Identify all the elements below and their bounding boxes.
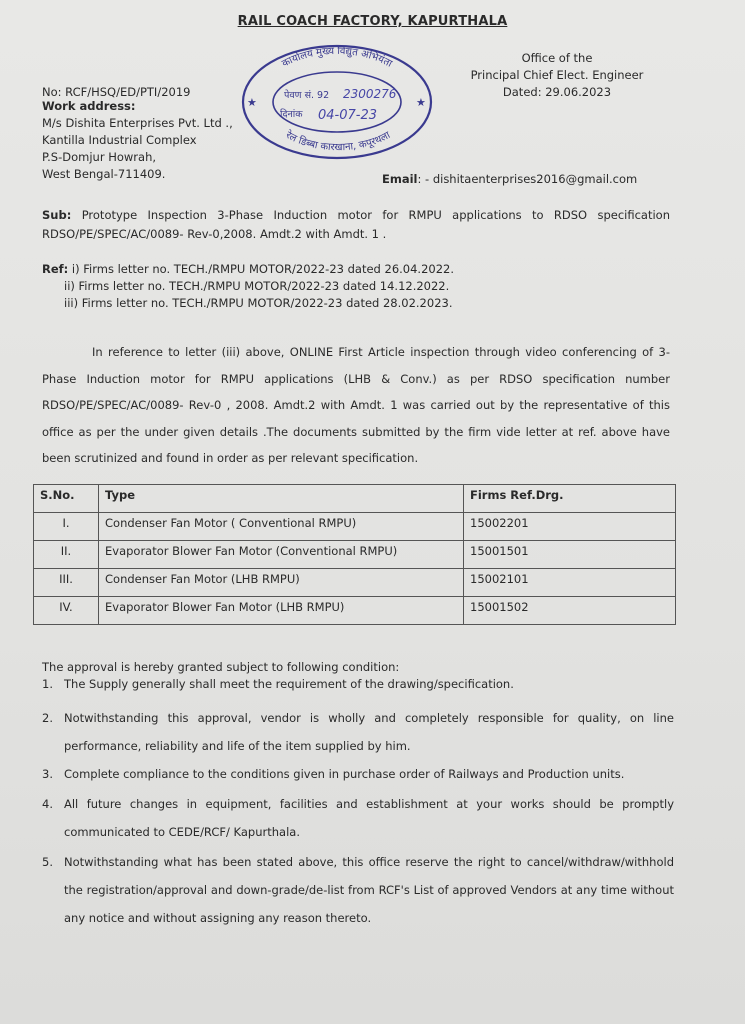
address-line: West Bengal-711409. bbox=[42, 167, 166, 181]
references bbox=[42, 261, 454, 312]
stamp-inward-number: 2300276 bbox=[343, 87, 397, 101]
header-drawing: Firms Ref.Drg. bbox=[464, 485, 676, 513]
condition-number: 3. bbox=[42, 767, 53, 781]
stamp-star-right-icon: ★ bbox=[416, 96, 426, 109]
condition-number: 4. bbox=[42, 797, 53, 811]
condition-number: 2. bbox=[42, 711, 53, 725]
table-row bbox=[34, 597, 676, 625]
list-item bbox=[42, 848, 674, 932]
stamp-star-left-icon: ★ bbox=[247, 96, 257, 109]
stamp-date-value: 04-07-23 bbox=[318, 108, 378, 123]
body-paragraph bbox=[42, 339, 670, 472]
condition-text: Notwithstanding what has been stated above, this office reserve the right to cancel/withdraw/withhold the registration/approval and down-grade/de-list from RCF's List of approved Vendors at any time without any notice and without assigning any reason thereto. bbox=[64, 855, 674, 925]
header-sno: S.No. bbox=[34, 485, 99, 513]
address-line: P.S-Domjur Howrah, bbox=[42, 150, 157, 164]
condition-text: The Supply generally shall meet the requirement of the drawing/specification. bbox=[64, 677, 514, 691]
condition-text: Notwithstanding this approval, vendor is wholly and completely responsible for quality, on line performance, reliability and life of the item supplied by him. bbox=[64, 711, 674, 753]
table-row bbox=[34, 541, 676, 569]
condition-text: All future changes in equipment, facilities and establishment at your works should be promptly communicated to CEDE/RCF/ Kapurthala. bbox=[64, 797, 674, 839]
condition-number: 5. bbox=[42, 855, 53, 869]
office-line-1: Office of the bbox=[521, 51, 593, 65]
stamp-date-label: दिनांक bbox=[280, 109, 303, 120]
list-item bbox=[42, 674, 674, 694]
items-table bbox=[33, 484, 676, 625]
table-row bbox=[34, 569, 676, 597]
subject-text: Prototype Inspection 3-Phase Induction motor for RMPU applications to RDSO specification RDSO/PE/SPEC/AC/0089- Rev-0,2008. Amdt.2 with Amdt. 1 . bbox=[42, 208, 670, 241]
email-line bbox=[382, 172, 637, 186]
cell-drawing: 15002201 bbox=[464, 513, 676, 541]
conditions-list bbox=[42, 674, 674, 932]
org-title: RAIL COACH FACTORY, KAPURTHALA bbox=[237, 14, 508, 29]
work-address-label: Work address: bbox=[42, 99, 136, 113]
cell-type: Condenser Fan Motor (LHB RMPU) bbox=[99, 569, 464, 597]
office-block bbox=[452, 50, 662, 101]
condition-number: 1. bbox=[42, 677, 53, 691]
cell-drawing: 15002101 bbox=[464, 569, 676, 597]
cell-type: Evaporator Blower Fan Motor (LHB RMPU) bbox=[99, 597, 464, 625]
stamp-top-text: कार्यालय मुख्य विद्युत अभियंता bbox=[280, 45, 394, 70]
letter-date: Dated: 29.06.2023 bbox=[502, 85, 612, 99]
cell-type: Condenser Fan Motor ( Conventional RMPU) bbox=[99, 513, 464, 541]
conditions-intro: The approval is hereby granted subject to following condition: bbox=[42, 660, 400, 674]
letter-ref-number: No: RCF/HSQ/ED/PTI/2019 bbox=[42, 85, 191, 99]
stamp-bottom-text: रेल डिब्बा कारखाना, कपूरथला bbox=[283, 129, 393, 154]
email-value: : - dishitaenterprises2016@gmail.com bbox=[417, 172, 638, 186]
work-address bbox=[42, 98, 233, 183]
ref-label: Ref: bbox=[42, 262, 69, 276]
cell-type: Evaporator Blower Fan Motor (Conventional RMPU) bbox=[99, 541, 464, 569]
reference-item: iii) Firms letter no. TECH./RMPU MOTOR/2022-23 dated 28.02.2023. bbox=[64, 296, 453, 310]
cell-sno: III. bbox=[34, 569, 99, 597]
cell-sno: IV. bbox=[34, 597, 99, 625]
list-item bbox=[42, 790, 674, 846]
list-item bbox=[42, 762, 674, 786]
office-line-2: Principal Chief Elect. Engineer bbox=[470, 68, 644, 82]
stamp-inward-label: पेवण सं. 92 bbox=[284, 90, 330, 101]
office-stamp bbox=[238, 40, 436, 160]
table-row bbox=[34, 513, 676, 541]
table-header-row bbox=[34, 485, 676, 513]
header-type: Type bbox=[99, 485, 464, 513]
cell-sno: II. bbox=[34, 541, 99, 569]
subject bbox=[42, 206, 670, 244]
address-line: M/s Dishita Enterprises Pvt. Ltd ., bbox=[42, 116, 233, 130]
cell-drawing: 15001501 bbox=[464, 541, 676, 569]
cell-drawing: 15001502 bbox=[464, 597, 676, 625]
subject-label: Sub: bbox=[42, 208, 72, 222]
address-line: Kantilla Industrial Complex bbox=[42, 133, 197, 147]
email-label: Email bbox=[382, 172, 418, 186]
condition-text: Complete compliance to the conditions given in purchase order of Railways and Production units. bbox=[64, 767, 625, 781]
reference-item: i) Firms letter no. TECH./RMPU MOTOR/2022-23 dated 26.04.2022. bbox=[71, 262, 455, 276]
list-item bbox=[42, 704, 674, 760]
reference-item: ii) Firms letter no. TECH./RMPU MOTOR/2022-23 dated 14.12.2022. bbox=[64, 279, 450, 293]
body-paragraph-text: In reference to letter (iii) above, ONLINE First Article inspection through video conferencing of 3-Phase Induction motor for RMPU applications (LHB & Conv.) as per RDSO specification number RDSO/PE/SPEC/AC/0089- Rev-0 , 2008. Amdt.2 with Amdt. 1 was carried out by the representative of this office as per the under given details .The documents submitted by the firm vide letter at ref. above have been scrutinized and found in order as per relevant specification. bbox=[42, 345, 670, 465]
cell-sno: I. bbox=[34, 513, 99, 541]
